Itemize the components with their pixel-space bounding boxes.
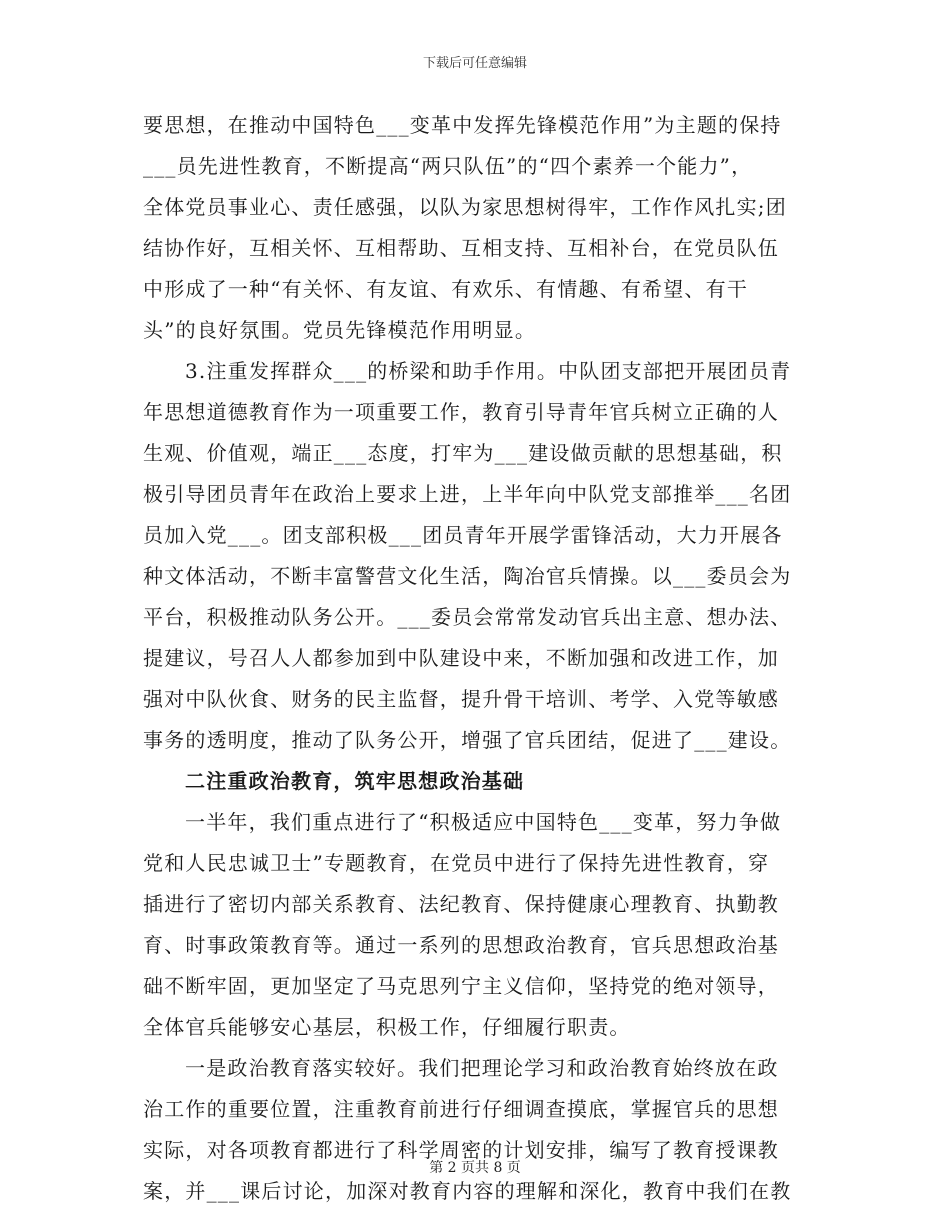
- document-body: [143, 105, 808, 1212]
- paragraph-start-line: 一是政治教育落实较好。我们把理论学习和政治教育始终放在政: [185, 1056, 779, 1080]
- text-line: 头”的良好氛围。党员先锋模范作用明显。: [143, 318, 537, 342]
- text-line: 提建议，号召人人都参加到中队建设中来，不断加强和改进工作，加: [143, 646, 779, 670]
- text-line: 事务的透明度，推动了队务公开，增强了官兵团结，促进了___建设。: [143, 728, 792, 752]
- text-line: 实际，对各项教育都进行了科学周密的计划安排，编写了教育授课教: [143, 1138, 779, 1162]
- paragraph-start-line: 一半年，我们重点进行了“积极适应中国特色___变革，努力争做: [185, 810, 782, 834]
- text-line: 员加入党___。团支部积极___团员青年开展学雷锋活动，大力开展各: [143, 523, 783, 547]
- text-line: 平台，积极推动队务公开。___委员会常常发动官兵出主意、想办法、: [143, 605, 792, 629]
- page-header: 下载后可任意编辑: [422, 56, 527, 71]
- text-line: 要思想，在推动中国特色___变革中发挥先锋模范作用”为主题的保持: [143, 113, 782, 137]
- text-line: 中形成了一种“有关怀、有友谊、有欢乐、有情趣、有希望、有干: [143, 277, 749, 301]
- text-line: 强对中队伙食、财务的民主监督，提升骨干培训、考学、入党等敏感: [143, 687, 779, 711]
- text-line: 育、时事政策教育等。通过一系列的思想政治教育，官兵思想政治基: [143, 933, 779, 957]
- text-line: 极引导团员青年在政治上要求上进，上半年向中队党支部推举___名团: [143, 482, 792, 506]
- paragraph-start-line: 3.注重发挥群众___的桥梁和助手作用。中队团支部把开展团员青: [185, 359, 792, 383]
- section-heading: 二注重政治教育，筑牢思想政治基础: [185, 769, 525, 793]
- page-number: 第 2 页共 8 页: [429, 1160, 521, 1176]
- text-line: 治工作的重要位置，注重教育前进行仔细调查摸底，掌握官兵的思想: [143, 1097, 779, 1121]
- text-line: 全体党员事业心、责任感强，以队为家思想树得牢，工作作风扎实;团: [143, 195, 787, 219]
- text-line: 础不断牢固，更加坚定了马克思列宁主义信仰，坚持党的绝对领导，: [143, 974, 779, 998]
- text-line: 生观、价值观，端正___态度，打牢为___建设做贡献的思想基础，积: [143, 441, 783, 465]
- text-line: 全体官兵能够安心基层，积极工作，仔细履行职责。: [143, 1015, 631, 1039]
- text-line: 种文体活动，不断丰富警营文化生活，陶冶官兵情操。以___委员会为: [143, 564, 792, 588]
- text-line: 插进行了密切内部关系教育、法纪教育、保持健康心理教育、执勤教: [143, 892, 779, 916]
- text-line: ___员先进性教育，不断提高“两只队伍”的“四个素养一个能力”，: [143, 154, 753, 178]
- text-line: 党和人民忠诚卫士”专题教育，在党员中进行了保持先进性教育，穿: [143, 851, 770, 875]
- text-line: 年思想道德教育作为一项重要工作，教育引导青年官兵树立正确的人: [143, 400, 779, 424]
- text-line: 结协作好，互相关怀、互相帮助、互相支持、互相补台，在党员队伍: [143, 236, 779, 260]
- text-line: 案，并___课后讨论，加深对教育内容的理解和深化，教育中我们在教: [143, 1179, 792, 1203]
